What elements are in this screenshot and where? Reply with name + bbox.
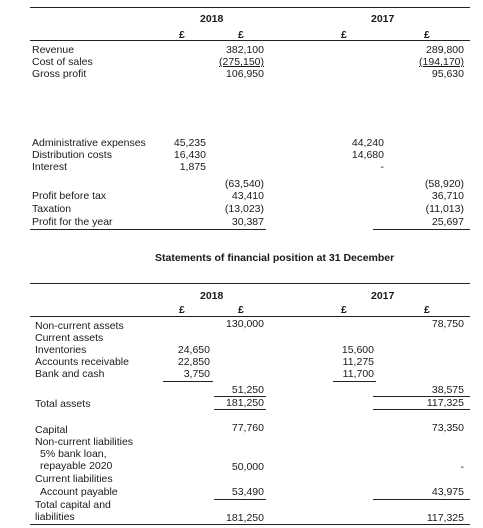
revenue-label: Revenue (32, 44, 75, 56)
inventories-2018: 24,650 (177, 344, 210, 356)
currency-2017-total: £ (424, 29, 430, 41)
receivable-label: Accounts receivable (35, 356, 129, 368)
position-currency-2017-detail: £ (341, 304, 347, 316)
revenue-2018: 382,100 (226, 44, 264, 56)
position-top-rule (30, 283, 470, 284)
current-assets-label: Current assets (35, 332, 104, 344)
bottom-rule (30, 524, 470, 525)
currency-2017-detail: £ (341, 29, 347, 41)
admin-expenses-2018: 45,235 (173, 137, 206, 149)
payable-label: Account payable (40, 486, 118, 498)
pbt-2017: 36,710 (431, 190, 464, 202)
taxation-label: Taxation (32, 203, 72, 215)
total-assets-2018: 181,250 (226, 397, 264, 409)
bank-2017: 11,700 (342, 368, 374, 380)
cost-of-sales-2018: (275,150) (219, 56, 264, 68)
bank-rule-2017 (333, 381, 376, 382)
distribution-costs-2018: 16,430 (173, 149, 206, 161)
ncl-label: Non-current liabilities (35, 436, 134, 448)
taxation-2018: (13,023) (224, 203, 264, 215)
year-2017-header: 2017 (371, 13, 395, 25)
ca-total-2018: 51,250 (231, 384, 264, 396)
cost-of-sales-label: Cost of sales (32, 56, 93, 68)
payable-2017: 43,975 (431, 486, 464, 498)
admin-expenses-2017: 44,240 (351, 137, 384, 149)
revenue-2017: 289,800 (426, 44, 464, 56)
distribution-costs-label: Distribution costs (32, 149, 112, 161)
pfy-label: Profit for the year (32, 216, 113, 228)
position-currency-2018-detail: £ (179, 304, 185, 316)
gross-profit-2017: 95,630 (431, 68, 464, 80)
interest-2017: - (380, 161, 384, 173)
cl-label: Current liabilities (35, 473, 113, 485)
payable-rule-2017 (373, 499, 470, 500)
gross-profit-2018: 106,950 (226, 68, 264, 80)
receivable-2018: 22,850 (177, 356, 210, 368)
total-cl-2018: 181,250 (226, 512, 264, 524)
ta-rule-2018 (214, 409, 266, 410)
total-assets-2017: 117,325 (426, 397, 464, 409)
position-header-rule (30, 316, 470, 317)
nca-2018: 130,000 (226, 318, 264, 330)
position-title: Statements of financial position at 31 December (155, 252, 395, 264)
pfy-rule-right (373, 229, 470, 230)
ca-total-2017: 38,575 (431, 384, 464, 396)
pfy-2018: 30,387 (231, 216, 264, 228)
expenses-total-2017: (58,920) (424, 178, 464, 190)
interest-2018: 1,875 (179, 161, 206, 173)
pbt-label: Profit before tax (32, 190, 107, 202)
capital-2017: 73,350 (431, 422, 464, 434)
pbt-2018: 43,410 (231, 190, 264, 202)
pfy-2017: 25,697 (431, 216, 464, 228)
capital-label: Capital (35, 424, 68, 436)
header-rule (30, 40, 470, 41)
payable-rule-2018 (214, 499, 266, 500)
capital-2018: 77,760 (231, 422, 264, 434)
admin-expenses-label: Administrative expenses (32, 137, 146, 149)
nca-label: Non-current assets (35, 320, 124, 332)
total-cl-label: Total capital and liabilities (35, 499, 111, 523)
year-2018-header: 2018 (200, 13, 224, 25)
loan-label: 5% bank loan, repayable 2020 (40, 448, 113, 472)
currency-2018-total: £ (238, 29, 244, 41)
taxation-2017: (11,013) (425, 203, 464, 215)
receivable-2017: 11,275 (342, 356, 374, 368)
currency-2018-detail: £ (179, 29, 185, 41)
position-year-2018: 2018 (200, 290, 224, 302)
position-year-2017: 2017 (371, 290, 395, 302)
nca-2017: 78,750 (431, 318, 464, 330)
inventories-2017: 15,600 (341, 344, 374, 356)
position-currency-2018-total: £ (238, 304, 244, 316)
interest-label: Interest (32, 161, 68, 173)
loan-2018: 50,000 (231, 461, 264, 473)
loan-2017: - (460, 461, 464, 473)
ta-rule-2017 (373, 409, 470, 410)
total-cl-2017: 117,325 (426, 512, 464, 524)
distribution-costs-2017: 14,680 (351, 149, 384, 161)
total-assets-label: Total assets (35, 398, 91, 410)
inventories-label: Inventories (35, 344, 87, 356)
gross-profit-label: Gross profit (32, 68, 87, 80)
top-rule (30, 7, 470, 8)
bank-rule-2018 (163, 381, 213, 382)
position-currency-2017-total: £ (424, 304, 430, 316)
expenses-total-2018: (63,540) (224, 178, 264, 190)
bank-2018: 3,750 (183, 368, 210, 380)
pfy-rule-left (30, 229, 266, 230)
bank-label: Bank and cash (35, 368, 105, 380)
payable-2018: 53,490 (231, 486, 264, 498)
cost-of-sales-2017: (194,170) (419, 56, 464, 68)
